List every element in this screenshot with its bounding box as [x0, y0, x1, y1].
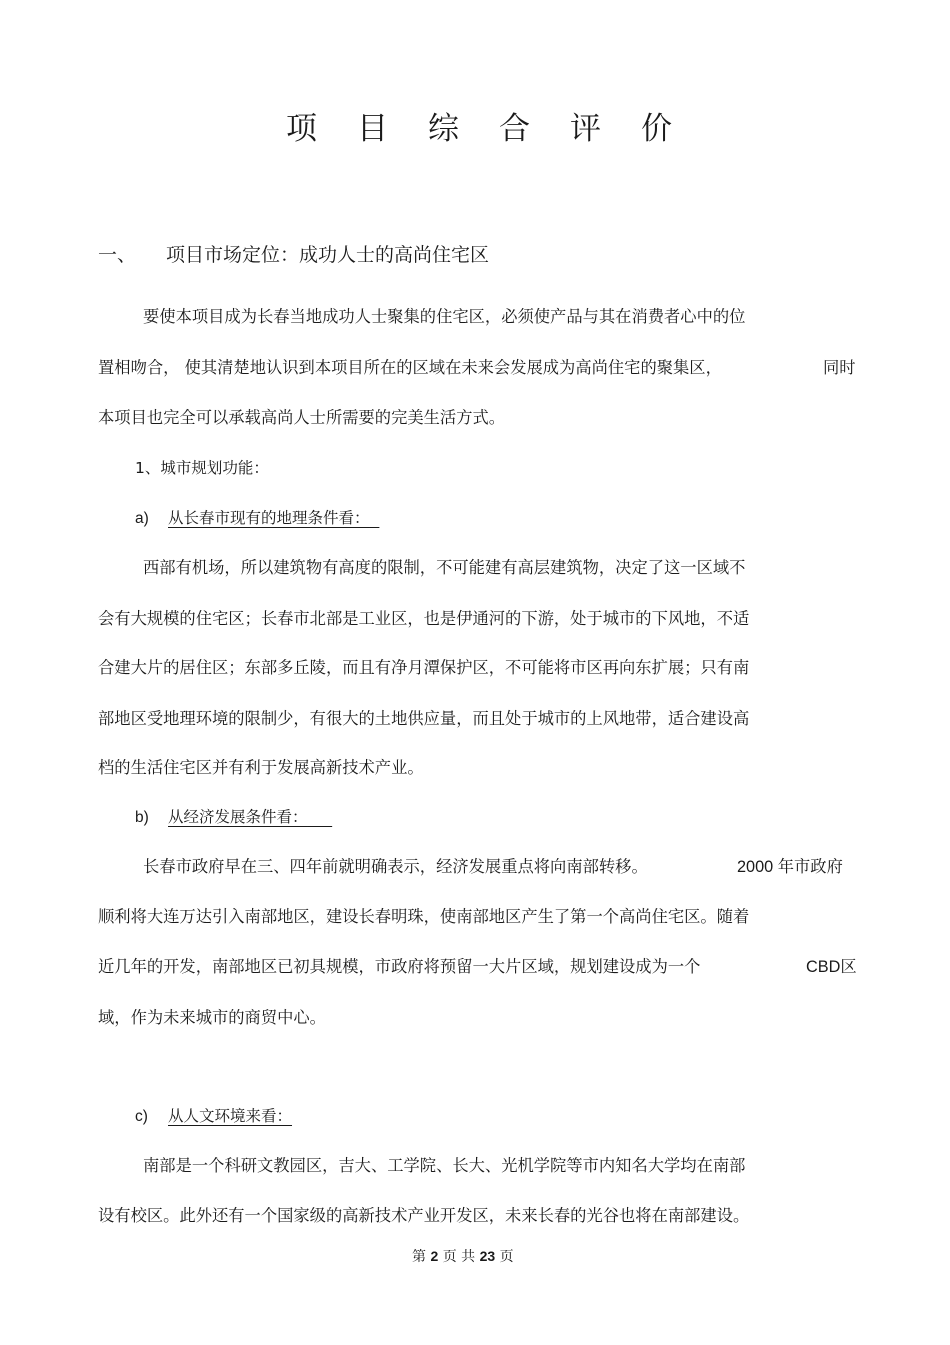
sub-b-line-1-tail: 2000 年市政府: [737, 858, 843, 876]
intro-line-3: 本项目也完全可以承载高尚人士所需要的完美生活方式。: [98, 408, 506, 427]
sub-a-label: a): [135, 510, 149, 527]
footer-page-number: 2: [430, 1248, 439, 1264]
intro-line-2-tail: 同时: [823, 358, 856, 377]
sub-a-heading: 从长春市现有的地理条件看：: [168, 509, 370, 527]
footer-suffix: 页: [499, 1249, 514, 1265]
sub-b-line-4: 域，作为未来城市的商贸中心。: [98, 1008, 326, 1027]
sub-b-heading: 从经济发展条件看：: [168, 808, 308, 826]
sub-a-line-5: 档的生活住宅区并有利于发展高新技术产业。: [98, 758, 424, 777]
sub-a-line-2: 会有大规模的住宅区；长春市北部是工业区，也是伊通河的下游，处于城市的下风地，不适: [98, 609, 750, 628]
sub-b-line-1: 长春市政府早在三、四年前就明确表示，经济发展重点将向南部转移。: [143, 857, 648, 876]
sub-b-label: b): [135, 809, 149, 826]
sub-b-line-2: 顺利将大连万达引入南部地区，建设长春明珠，使南部地区产生了第一个高尚住宅区。随着: [98, 907, 750, 926]
intro-line-2: 置相吻合， 使其清楚地认识到本项目所在的区域在未来会发展成为高尚住宅的聚集区，: [98, 358, 722, 377]
sub-a-line-1: 西部有机场，所以建筑物有高度的限制，不可能建有高层建筑物，决定了这一区域不: [143, 558, 746, 577]
section-heading: 项目市场定位：成功人士的高尚住宅区: [166, 244, 490, 266]
footer-total-pages: 23: [479, 1248, 496, 1264]
sub-c-line-1: 南部是一个科研文教园区，吉大、工学院、长大、光机学院等市内知名大学均在南部: [143, 1156, 746, 1175]
item-1-heading: 1、城市规划功能：: [135, 459, 269, 477]
sub-c-line-2: 设有校区。此外还有一个国家级的高新技术产业开发区，未来长春的光谷也将在南部建设。: [98, 1206, 750, 1225]
sub-b-line-3-tail: CBD区: [806, 958, 857, 976]
sub-c-heading: 从人文环境来看：: [168, 1107, 293, 1125]
section-number: 一、: [98, 244, 137, 266]
intro-line-1: 要使本项目成为长春当地成功人士聚集的住宅区，必须使产品与其在消费者心中的位: [143, 307, 746, 326]
sub-a-line-3: 合建大片的居住区；东部多丘陵，而且有净月潭保护区，不可能将市区再向东扩展；只有南: [98, 658, 750, 677]
page-title: 项目综合评价: [286, 111, 712, 147]
sub-c-label: c): [135, 1108, 148, 1125]
sub-a-line-4: 部地区受地理环境的限制少，有很大的土地供应量，而且处于城市的上风地带，适合建设高: [98, 709, 750, 728]
footer-prefix: 第: [412, 1249, 426, 1265]
page-footer: [412, 1249, 514, 1264]
sub-b-line-3: 近几年的开发，南部地区已初具规模，市政府将预留一大片区域，规划建设成为一个: [98, 957, 701, 976]
footer-middle: 页 共: [442, 1249, 476, 1265]
